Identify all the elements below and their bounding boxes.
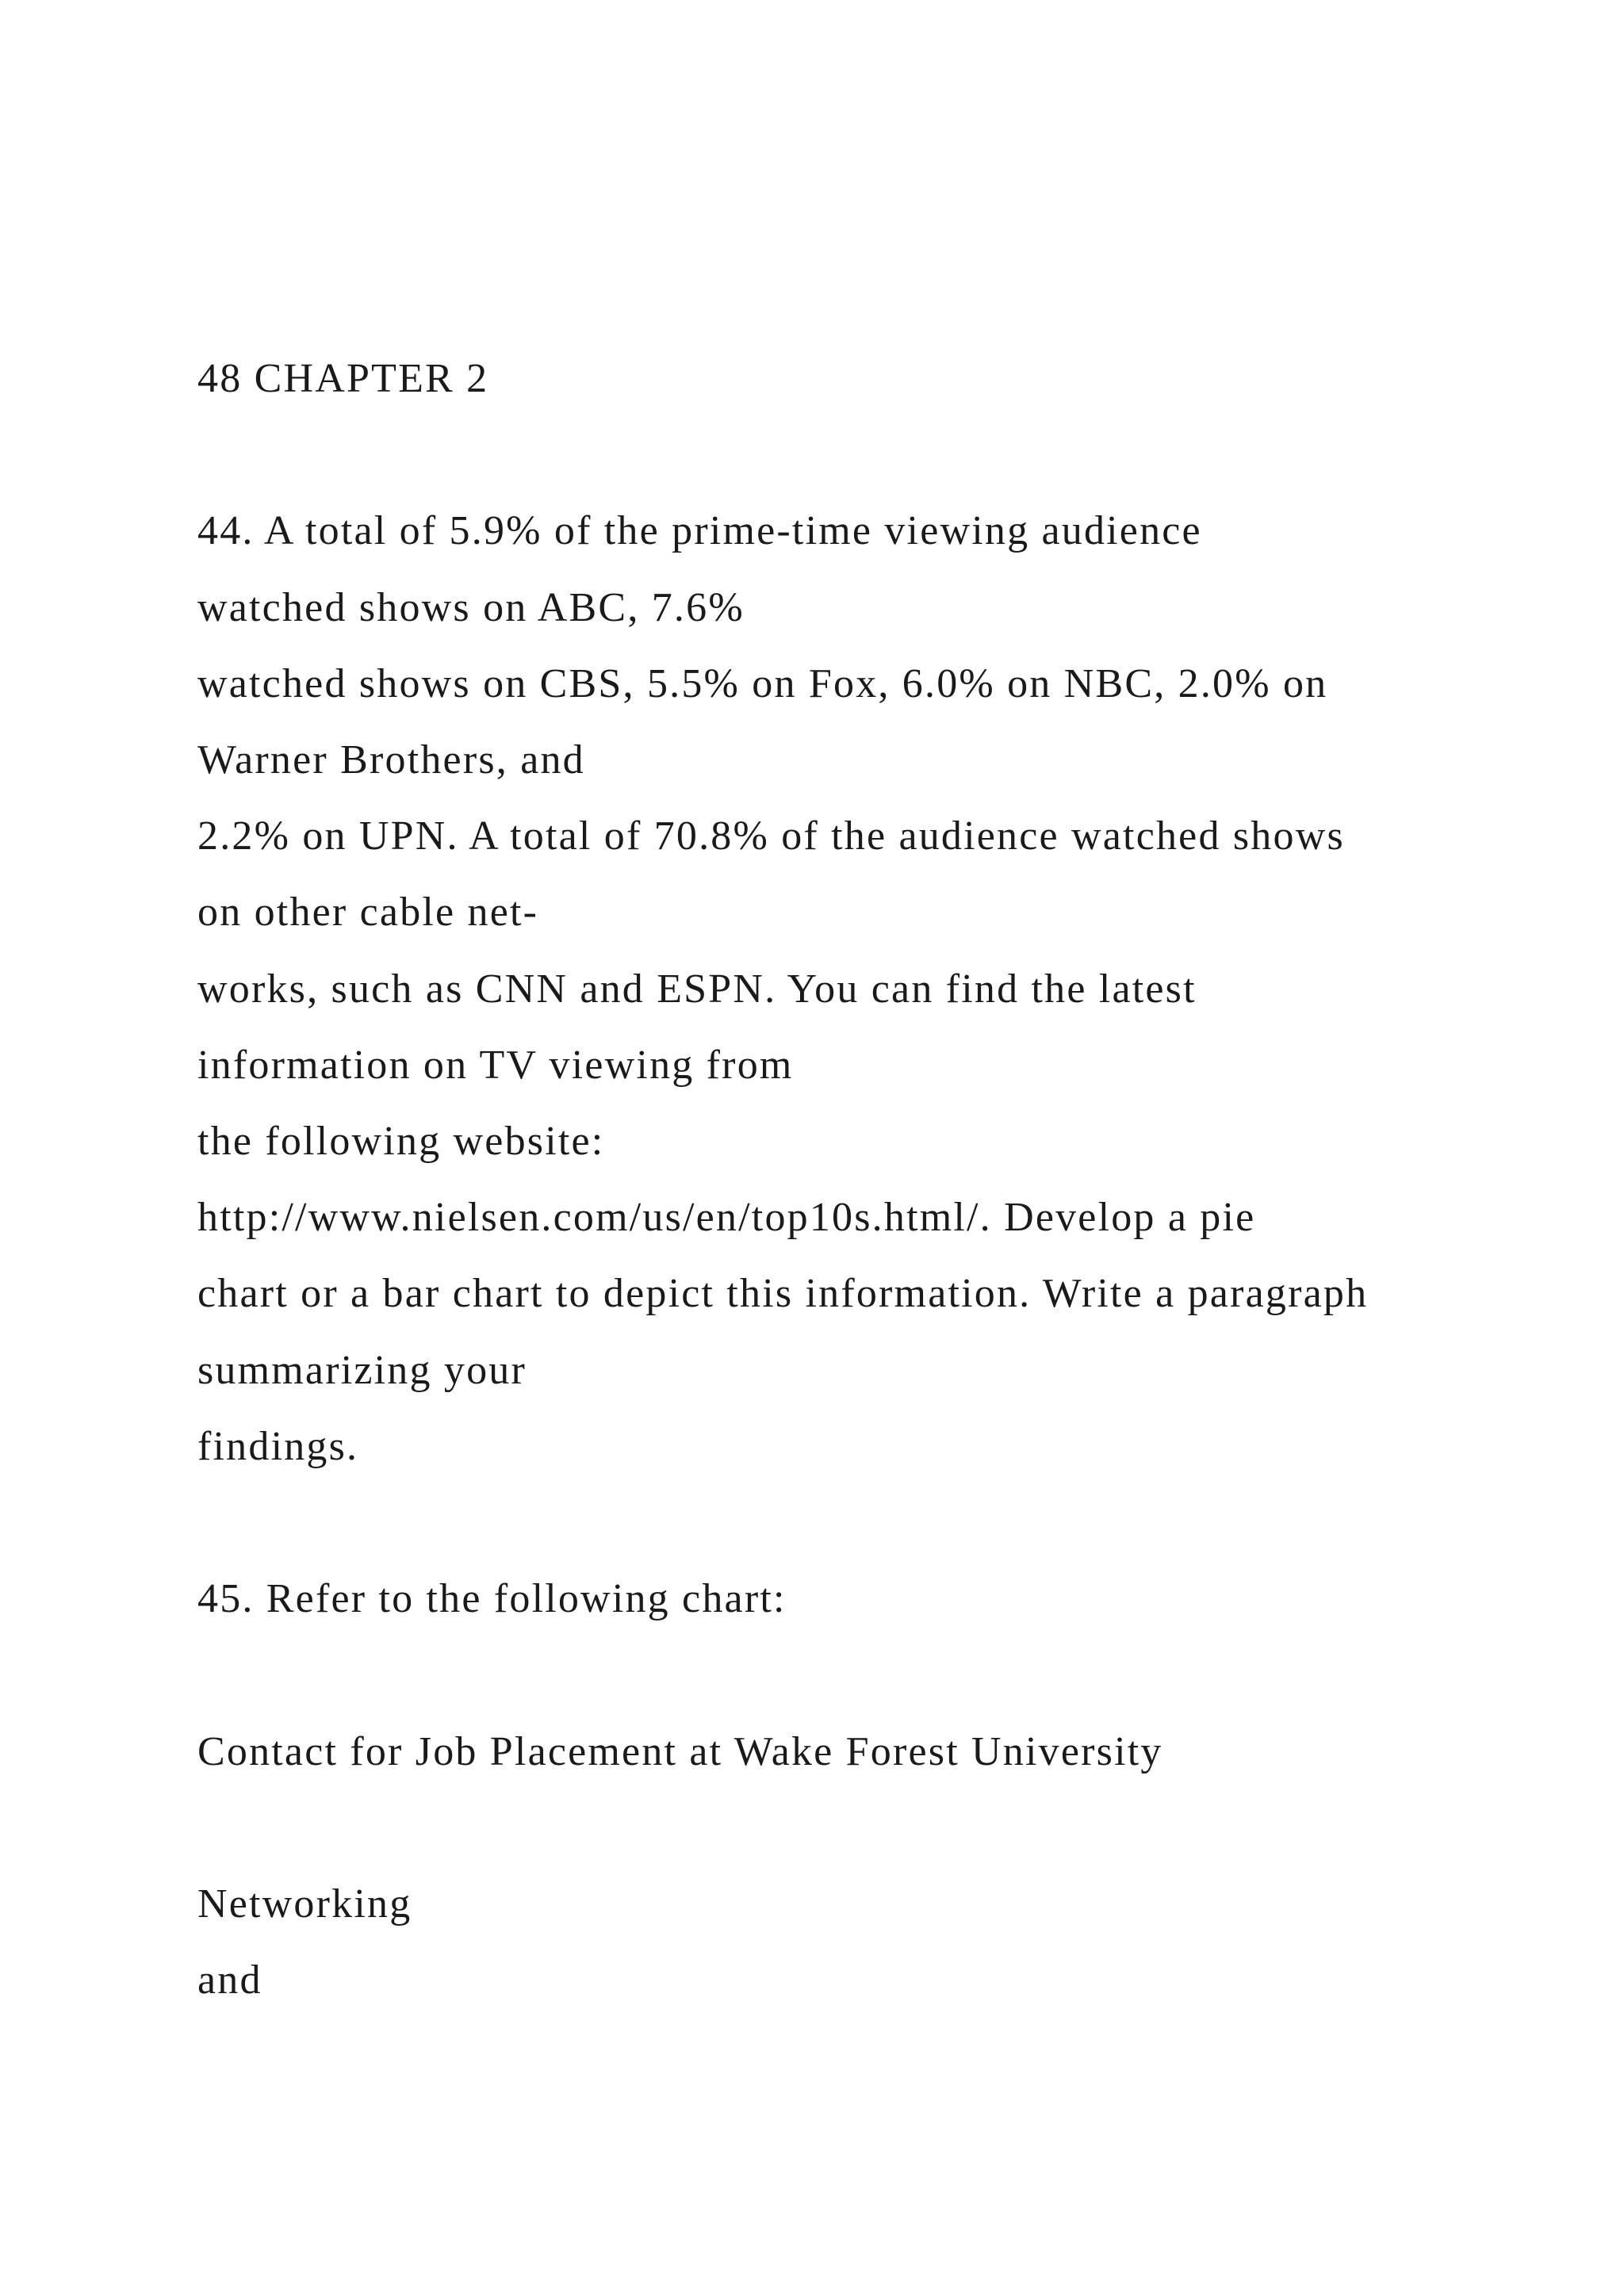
exercise-44-line-4: Warner Brothers, and: [197, 737, 585, 783]
chart-category-label-line-1: Networking: [197, 1881, 412, 1927]
exercise-44-line-12: summarizing your: [197, 1348, 527, 1393]
chart-category-label-line-2: and: [197, 1957, 262, 2003]
exercise-44-line-5: 2.2% on UPN. A total of 70.8% of the audience watched shows: [197, 813, 1345, 859]
exercise-45-prompt: 45. Refer to the following chart:: [197, 1576, 787, 1621]
exercise-44-line-8: information on TV viewing from: [197, 1043, 794, 1088]
exercise-44-line-2: watched shows on ABC, 7.6%: [197, 585, 745, 630]
chart-title: Contact for Job Placement at Wake Forest University: [197, 1729, 1163, 1774]
exercise-44-line-13: findings.: [197, 1424, 359, 1469]
exercise-44-line-3: watched shows on CBS, 5.5% on Fox, 6.0% on NBC, 2.0% on: [197, 661, 1328, 706]
exercise-44-line-1: 44. A total of 5.9% of the prime-time viewing audience: [197, 508, 1202, 553]
exercise-44-line-11: chart or a bar chart to depict this information. Write a paragraph: [197, 1271, 1369, 1316]
exercise-44-line-6: on other cable net-: [197, 890, 539, 935]
exercise-44-url-line: http://www.nielsen.com/us/en/top10s.html/. Develop a pie: [197, 1195, 1256, 1240]
exercise-44-line-7: works, such as CNN and ESPN. You can find the latest: [197, 966, 1197, 1012]
chapter-header: 48 CHAPTER 2: [197, 356, 489, 401]
exercise-44-line-9: the following website:: [197, 1119, 605, 1164]
